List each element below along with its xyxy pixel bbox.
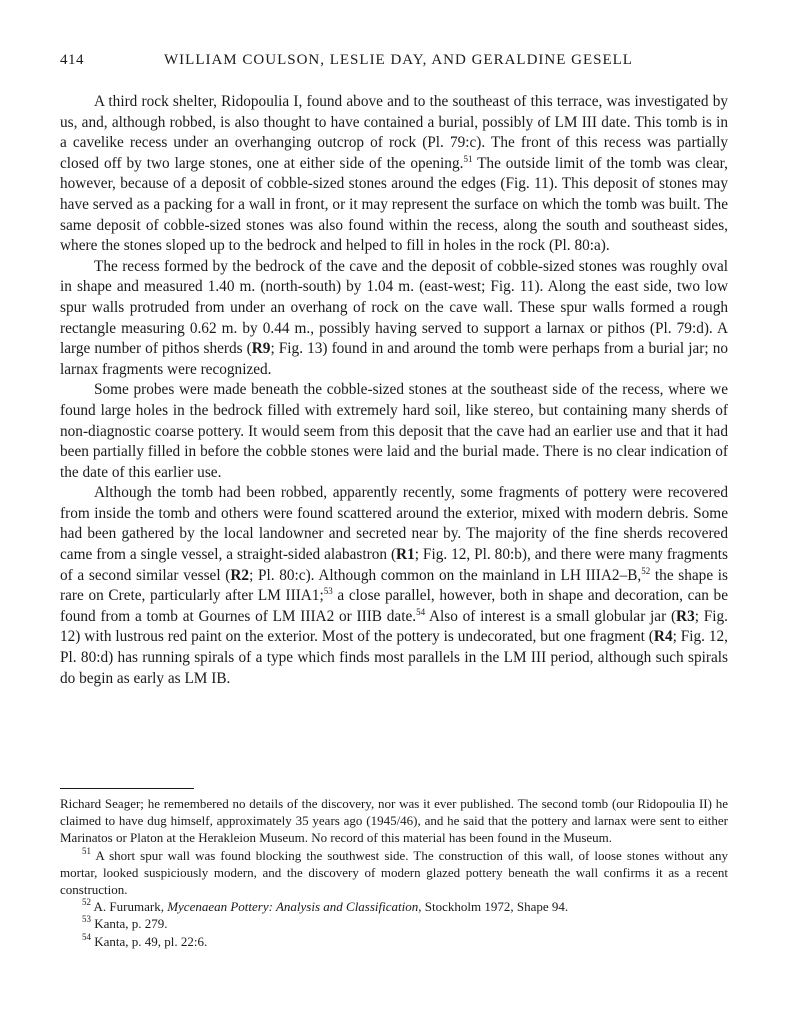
catalog-ref-r9: R9 bbox=[251, 340, 271, 358]
paragraph-3: Some probes were made beneath the cobble-sized stones at the southeast side of the recess, where we found large holes in the bedrock filled with extremely hard soil, like stereo, but containing many sherds of non-diagnostic coarse pottery. It would seem from this deposit that the cave had an earlier use and that it had been partially filled in before the cobble stones were laid and the burial made. There is no clear indication of the date of this earlier use. bbox=[60, 381, 728, 481]
catalog-ref-r4: R4 bbox=[653, 628, 673, 646]
body-text bbox=[60, 92, 728, 689]
footnote-number: 54 bbox=[82, 931, 91, 942]
page-number: 414 bbox=[60, 52, 84, 68]
page-header bbox=[60, 52, 726, 72]
book-title: Mycenaean Pottery: Analysis and Classification bbox=[167, 899, 419, 915]
footnote-number: 51 bbox=[82, 845, 91, 856]
footnote-51: $^{51}$ A short spur wall was found blocking the southwest side. The construction of this wall, of loose stones without any mortar, looked suspiciously modern, and the discovery of modern glazed pottery beneath the wall confirms it as a recent construction. bbox=[60, 845, 728, 898]
footnote-ref-52[interactable]: 52 bbox=[641, 565, 651, 576]
paragraph-2: The recess formed by the bedrock of the cave and the deposit of cobble-sized stones was roughly oval in shape and measured 1.40 m. (north-south) by 1.04 m. (east-west; Fig. 11). Along the east side, two low spur walls protruded from under an overhang of rock on the cave wall. These spur walls formed a rough rectangle measuring 0.62 m. by 0.44 m., possibly having served to support a larnax or pithos (Pl. 79:d). A large number of pithos sherds (R9; Fig. 13) found in and around the tomb were perhaps from a burial jar; no larnax fragments were recognized. bbox=[60, 257, 728, 378]
footnote-ref-54[interactable]: 54 bbox=[416, 606, 426, 617]
footnote-number: 52 bbox=[82, 897, 91, 908]
footnote-ref-53[interactable]: 53 bbox=[323, 586, 333, 597]
paragraph-1: A third rock shelter, Ridopoulia I, found above and to the southeast of this terrace, was investigated by us, and, although robbed, is also thought to have contained a burial, possibly of LM III date. This tomb is in a cavelike recess under an overhanging outcrop of rock (Pl. 79:c). The front of this recess was partially closed off by two large stones, one at either side of the opening.$^{51}$ The outside limit of the tomb was clear, however, because of a deposit of cobble-sized stones around the edges (Fig. 11). This deposit of stones may have served as a packing for a wall in front, or it may represent the surface on which the tomb was built. The same deposit of cobble-sized stones was also found within the recess, along the south and southeast sides, where the stones sloped up to the bedrock and helped to fill in holes in the rock (Pl. 80:a). bbox=[60, 93, 728, 255]
footnote-54: $^{54}$ Kanta, p. 49, pl. 22:6. bbox=[82, 931, 208, 949]
catalog-ref-r1: R1 bbox=[396, 546, 415, 564]
catalog-ref-r2: R2 bbox=[230, 566, 250, 584]
footnote-53: $^{53}$ Kanta, p. 279. bbox=[82, 914, 168, 932]
catalog-ref-r3: R3 bbox=[676, 607, 695, 625]
footnote-continued: Richard Seager; he remembered no details of the discovery, nor was it ever published. The second tomb (our Ridopoulia II) he claimed to have dug himself, approximately 35 years ago (1945/46), and he said that the pottery and larnax were sent to either Marinatos or Platon at the Herakleion Museum. No record of this material has been found in the Museum. bbox=[60, 796, 728, 846]
footnote-number: 53 bbox=[82, 914, 91, 925]
paragraph-4: Although the tomb had been robbed, apparently recently, some fragments of pottery were recovered from inside the tomb and others were found scattered around the exterior, mixed with modern debris. Some had been gathered by the local landowner and secreted near by. The majority of the fine sherds recovered came from a single vessel, a straight-sided alabastron (R1; Fig. 12, Pl. 80:b), and there were many fragments of a second similar vessel (R2; Pl. 80:c). Although common on the mainland in LH IIIA2–B,$^{52}$ the shape is rare on Crete, particularly after LM IIIA1;$^{53}$ a close parallel, however, both in shape and decoration, can be found from a tomb at Gournes of LM IIIA2 or IIIB date.$^{54}$ Also of interest is a small globular jar (R3; Fig. 12) with lustrous red paint on the exterior. Most of the pottery is undecorated, but one fragment (R4; Fig. 12, Pl. 80:d) has running spirals of a type which finds most parallels in the LM III period, although such spirals do begin as early as LM IB. bbox=[60, 484, 728, 687]
footnotes bbox=[60, 795, 728, 950]
footnote-divider bbox=[60, 788, 194, 789]
running-head: WILLIAM COULSON, LESLIE DAY, AND GERALDINE GESELL bbox=[164, 52, 633, 68]
footnote-ref-51[interactable]: 51 bbox=[463, 153, 473, 164]
footnote-52: $^{52}$ A. Furumark, Mycenaean Pottery: Analysis and Classification, Stockholm 1972, Shape 94. bbox=[82, 897, 569, 915]
